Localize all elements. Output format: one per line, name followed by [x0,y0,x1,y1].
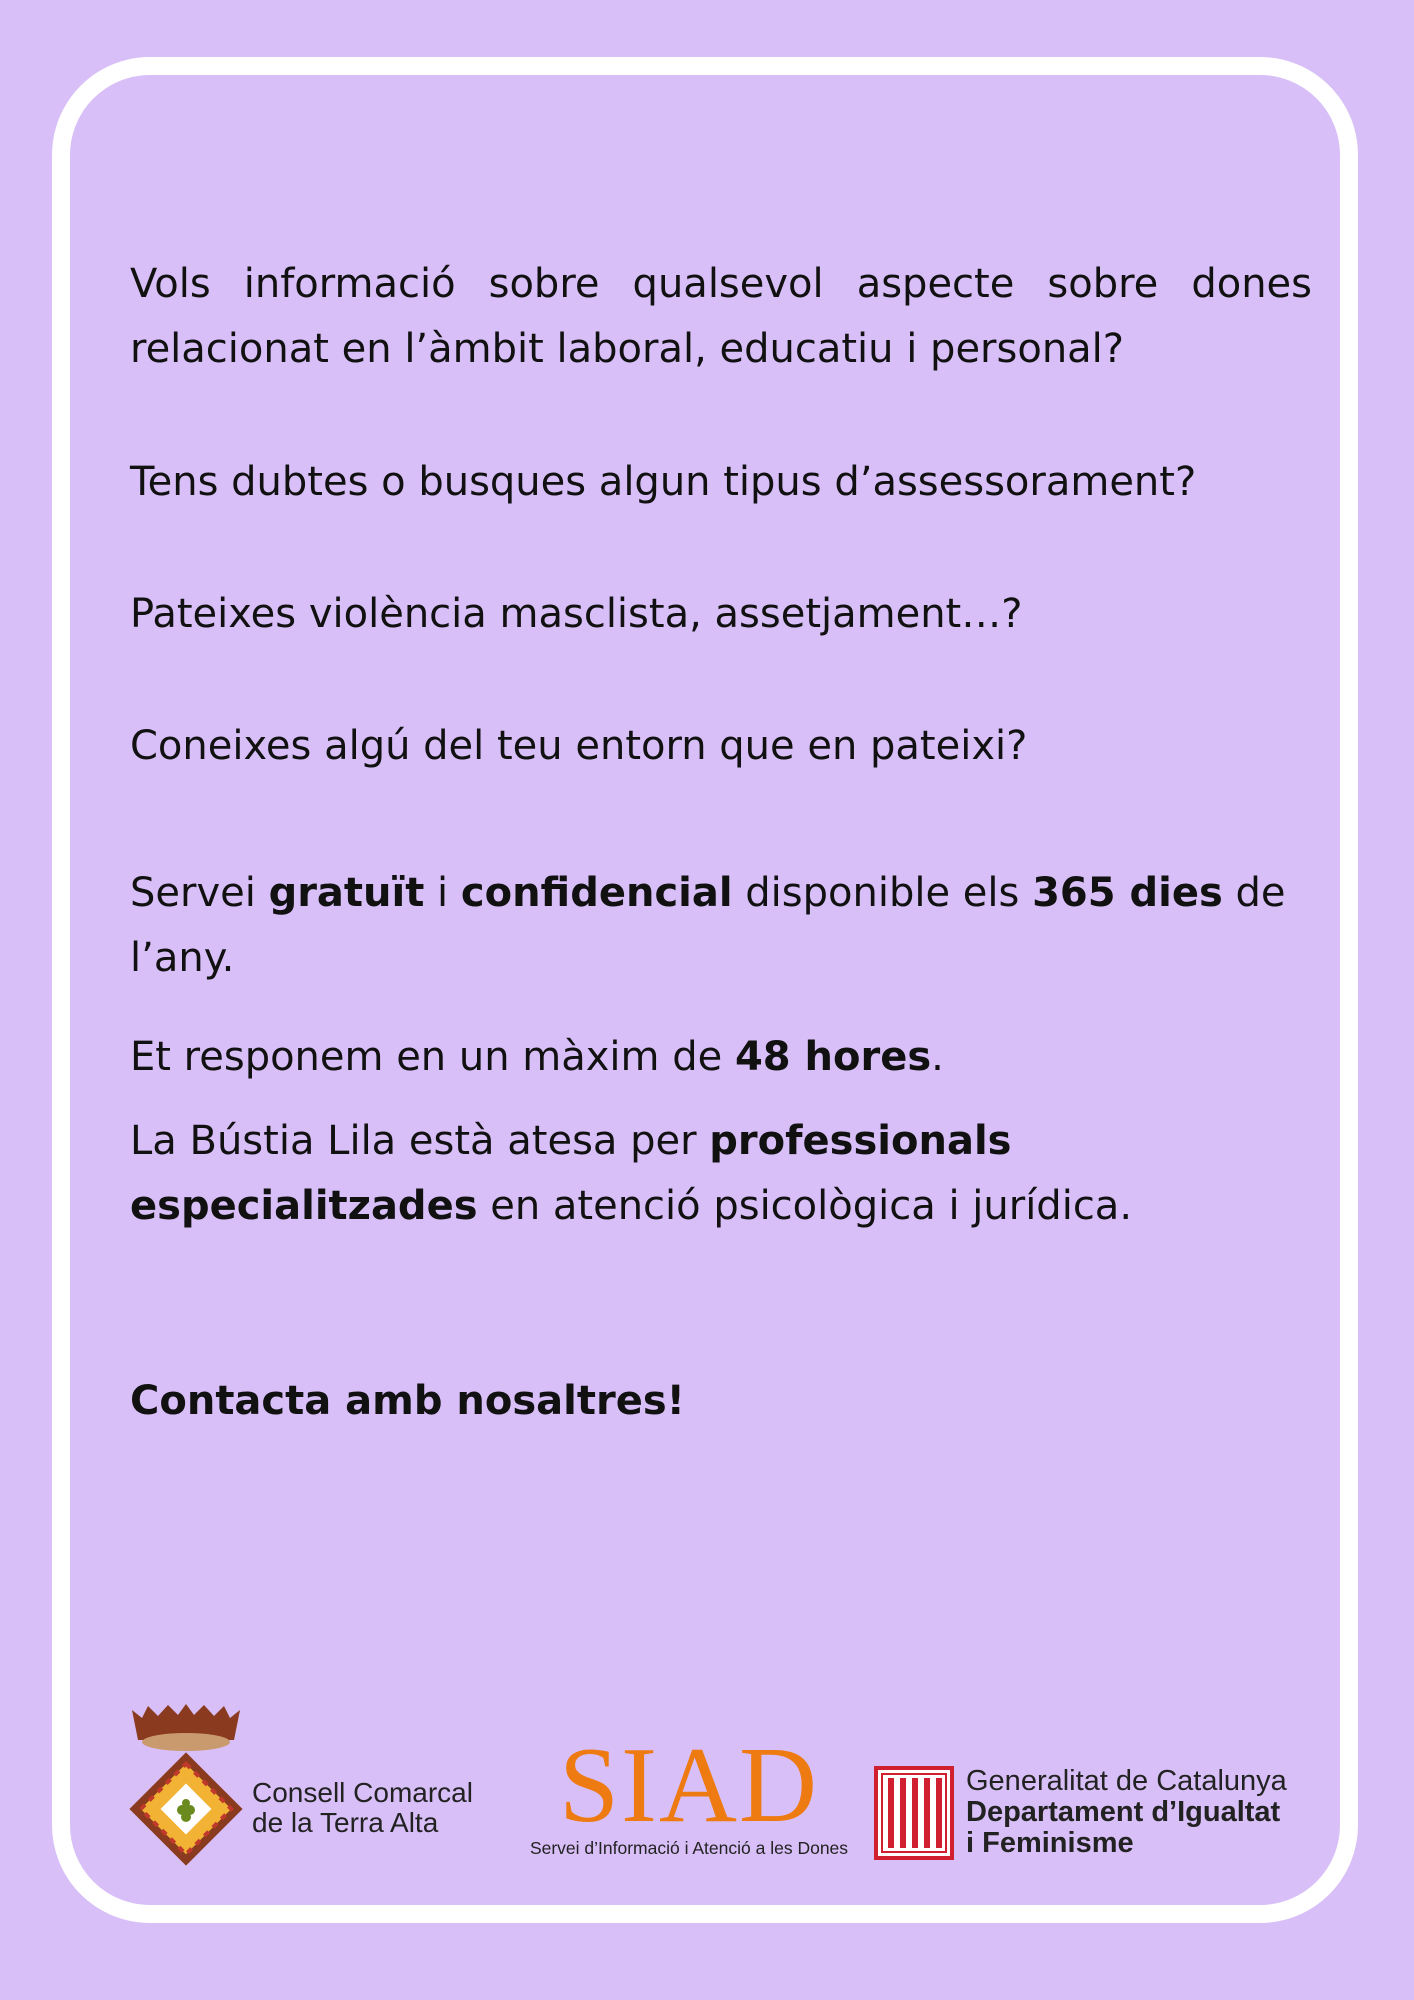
question-1: Vols informació sobre qualsevol aspecte sobre dones relacionat en l’àmbit laboral, educatiu i personal? [130,261,1312,372]
consell-name-line-2: de la Terra Alta [252,1807,439,1838]
siad-subtitle: Servei d’Informació i Atenció a les Dones [529,1838,849,1858]
consell-emblem-icon [128,1704,244,1870]
question-3: Pateixes violència masclista, assetjament…? [130,591,1023,637]
main-content [130,252,1312,1434]
siad-logo [524,1726,854,1866]
question-2: Tens dubtes o busques algun tipus d’assessorament? [130,459,1197,505]
gen-line-2: Departament d’Igualtat [966,1796,1281,1828]
senyera-emblem-icon [874,1766,954,1860]
generalitat-logo [874,1766,1314,1862]
siad-wordmark: SIAD [558,1726,820,1845]
service-line-2: Et responem en un màxim de 48 hores. [130,1034,944,1080]
consell-name-line-1: Consell Comarcal [252,1777,473,1808]
gen-line-1: Generalitat de Catalunya [966,1765,1287,1797]
service-line-3: La Bústia Lila està atesa per professionals especialitzades en atenció psicològica i jurídica. [130,1118,1133,1229]
consell-comarcal-logo [128,1704,498,1874]
question-4: Coneixes algú del teu entorn que en pateixi? [130,723,1028,769]
contact-cta: Contacta amb nosaltres! [130,1378,685,1424]
service-line-1: Servei gratuït i confidencial disponible els 365 dies de l’any. [130,870,1286,981]
gen-line-3: i Feminisme [966,1827,1134,1859]
